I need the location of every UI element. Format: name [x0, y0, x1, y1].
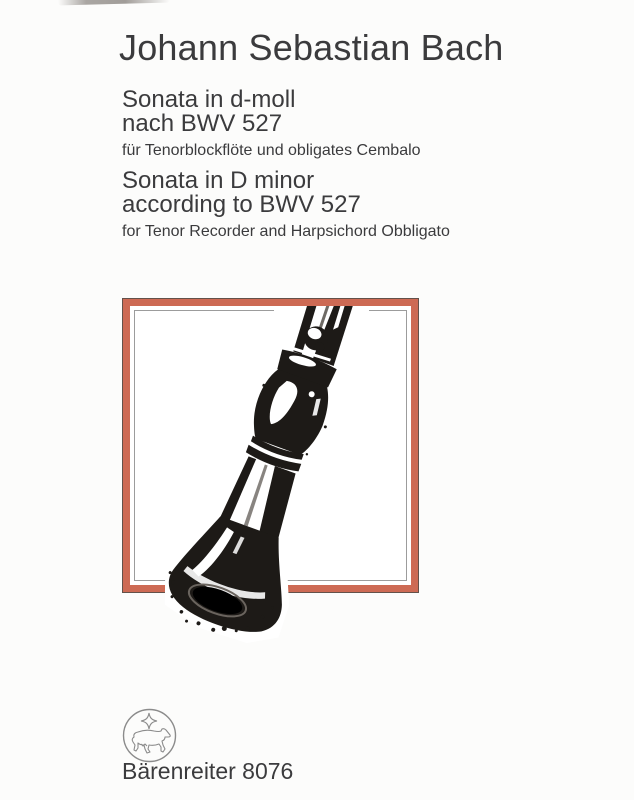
title-block-english	[122, 169, 450, 240]
title-german-line1: Sonata in d-moll	[122, 86, 296, 113]
title-english-line2: according to BWV 527	[122, 191, 361, 218]
title-english-line1: Sonata in D minor	[122, 167, 315, 194]
publisher-catalog-line: Bärenreiter 8076	[122, 758, 294, 784]
instrumentation-german: für Tenorblockflöte und obligates Cembalo	[122, 142, 421, 159]
instrumentation-english: for Tenor Recorder and Harpsichord Obbligato	[122, 223, 450, 240]
bear-icon	[132, 729, 170, 753]
star-icon	[141, 713, 157, 729]
composer-name: Johann Sebastian Bach	[119, 27, 504, 68]
recorder-body	[150, 295, 395, 645]
baerenreiter-logo	[121, 707, 178, 764]
title-german-line2: nach BWV 527	[122, 110, 283, 137]
scan-artifact-smudge	[58, 0, 170, 5]
recorder-photo-artwork	[150, 295, 395, 645]
title-block-german	[122, 88, 421, 159]
